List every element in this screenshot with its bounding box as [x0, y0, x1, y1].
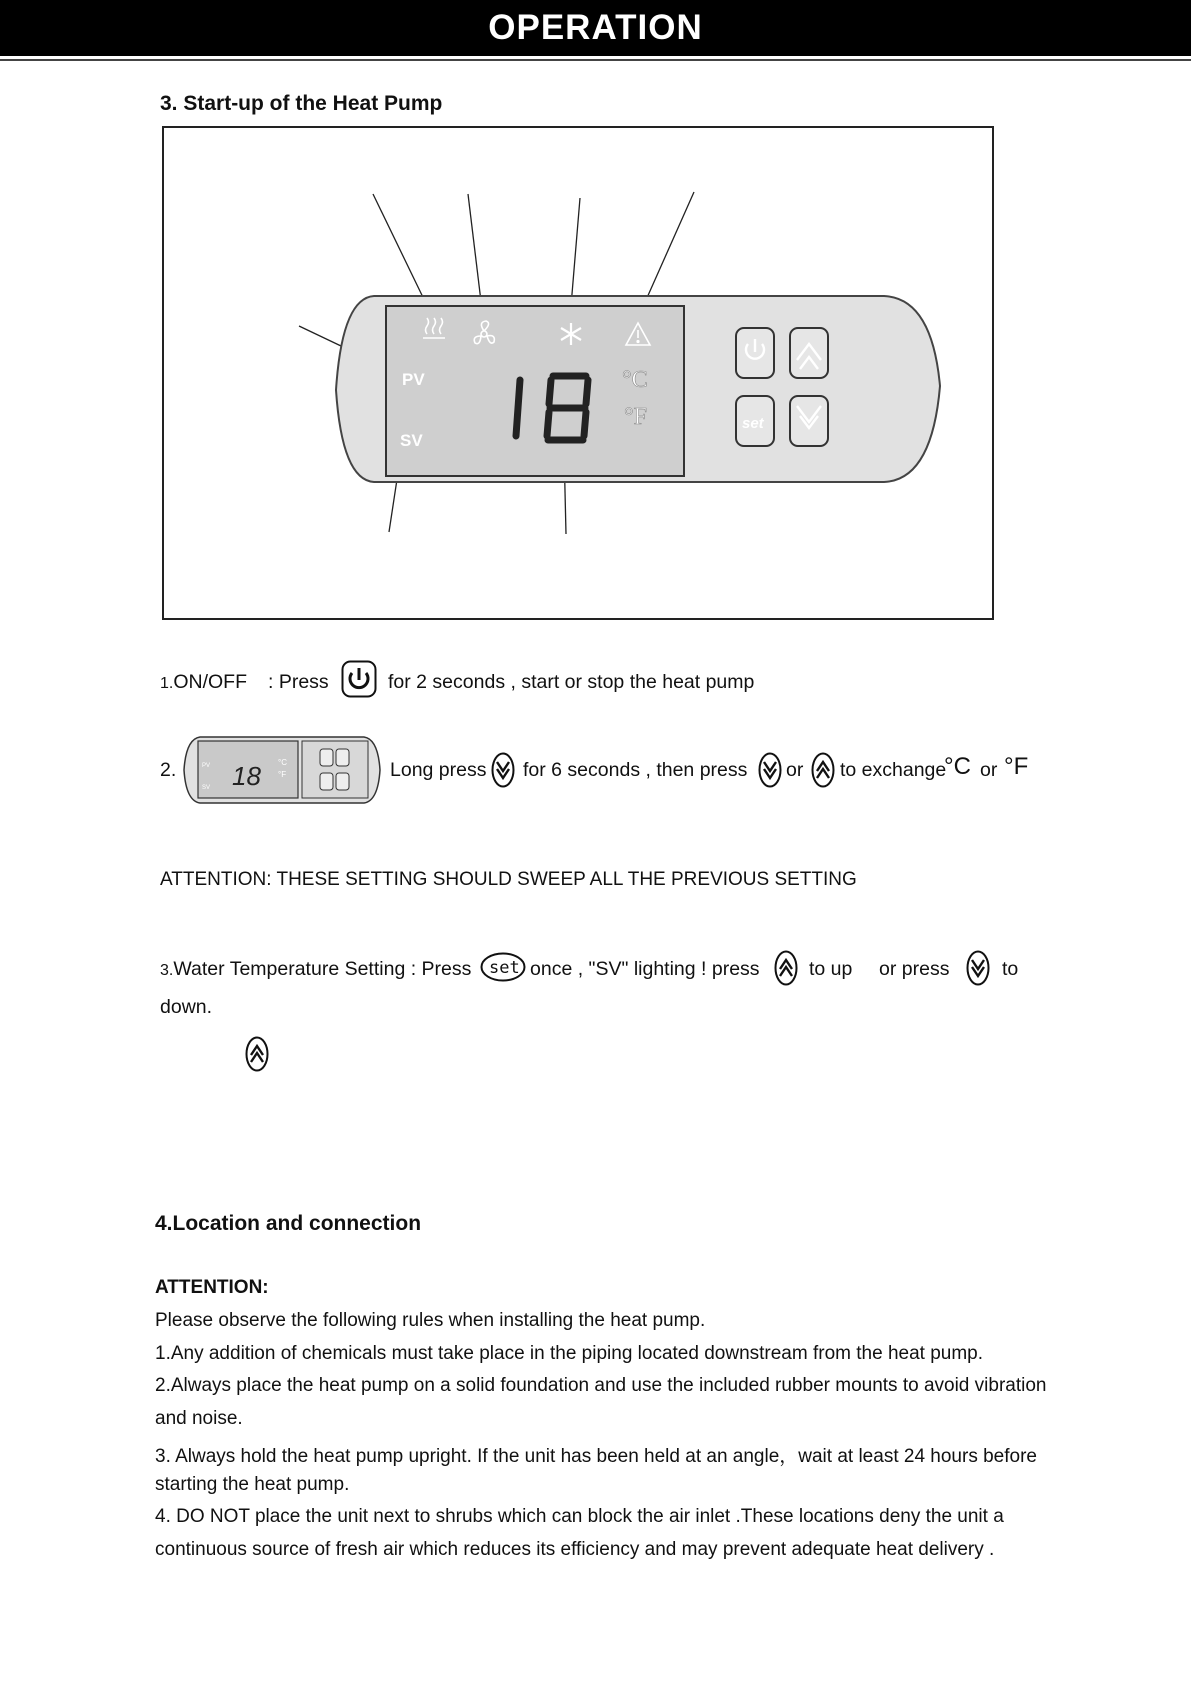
section-3-title: 3. Start-up of the Heat Pump [160, 92, 443, 115]
digit-1 [516, 380, 520, 436]
power-icon [341, 660, 377, 698]
unit-c-label: °C [622, 367, 648, 393]
sv-label: SV [400, 431, 423, 450]
up-arrow-icon [774, 950, 798, 986]
up-arrow-icon [245, 1036, 269, 1072]
attention-heading: ATTENTION: [155, 1277, 269, 1298]
pv-label: PV [402, 370, 425, 389]
power-button [736, 328, 774, 378]
rule-line: starting the heat pump. [155, 1474, 350, 1495]
step2-text1: for 6 seconds , then press [523, 759, 748, 781]
rule-line: 3. Always hold the heat pump upright. If the unit has been held at an angle，wait at least 24 hours before [155, 1446, 1037, 1467]
step2-unit-f: °F [1004, 753, 1029, 780]
step3-number: 3. [160, 962, 174, 979]
svg-text:set: set [742, 415, 764, 432]
page-header-title: OPERATION [488, 8, 703, 47]
svg-text:SV: SV [202, 785, 211, 791]
step1-press: : Press [268, 671, 329, 693]
step2-number: 2. [160, 759, 177, 781]
step2-long-press: Long press [390, 759, 487, 781]
intro-text: Please observe the following rules when installing the heat pump. [155, 1310, 706, 1331]
step2-unit-c: °C [944, 753, 971, 780]
step3-label: Water Temperature Setting : Press [173, 958, 472, 980]
header-rule [0, 59, 1191, 61]
set-button [736, 396, 774, 446]
step1-description: for 2 seconds , start or stop the heat pump [388, 671, 755, 693]
controller-diagram [164, 128, 996, 622]
step2-or2: or [980, 759, 998, 781]
step3-line [160, 958, 471, 981]
step3-text1: once , "SV" lighting ! press [530, 958, 760, 980]
small-controller-icon [182, 735, 382, 805]
section-4-title: 4.Location and connection [155, 1212, 422, 1235]
svg-text:PV: PV [202, 763, 211, 769]
step3-down: down. [160, 996, 213, 1018]
page-header [0, 0, 1191, 56]
step3-to-up: to up [809, 958, 853, 980]
rule-line: 4. DO NOT place the unit next to shrubs which can block the air inlet .These locations deny the unit a [155, 1506, 1004, 1527]
down-arrow-icon [491, 752, 515, 788]
set-icon [480, 952, 526, 982]
rule-line: 2.Always place the heat pump on a solid foundation and use the included rubber mounts to avoid vibration [155, 1375, 1047, 1396]
set-icon-label: set [489, 958, 520, 978]
up-arrow-icon [811, 752, 835, 788]
rule-line: continuous source of fresh air which reduces its efficiency and may prevent adequate heat delivery . [155, 1539, 995, 1560]
up-button [790, 328, 828, 378]
down-arrow-icon [758, 752, 782, 788]
unit-f-label: °F [624, 404, 647, 430]
svg-text:°C: °C [278, 758, 287, 767]
rule-line: 1.Any addition of chemicals must take place in the piping located downstream from the heat pump. [155, 1343, 984, 1364]
controller-figure [162, 126, 994, 620]
svg-text:18: 18 [232, 761, 261, 791]
step2-text2: to exchange [840, 759, 947, 781]
step2-or1: or [786, 759, 804, 781]
down-arrow-icon [966, 950, 990, 986]
step3-to: to [1002, 958, 1019, 980]
step1-label: ON/OFF [173, 671, 248, 693]
step3-or-press: or press [879, 958, 950, 980]
step1-line [160, 671, 247, 694]
rule-line: and noise. [155, 1408, 243, 1429]
step1-number: 1. [160, 675, 174, 692]
svg-text:°F: °F [278, 770, 287, 779]
attention-note: ATTENTION: THESE SETTING SHOULD SWEEP ALL THE PREVIOUS SETTING [160, 869, 857, 890]
down-button [790, 396, 828, 446]
